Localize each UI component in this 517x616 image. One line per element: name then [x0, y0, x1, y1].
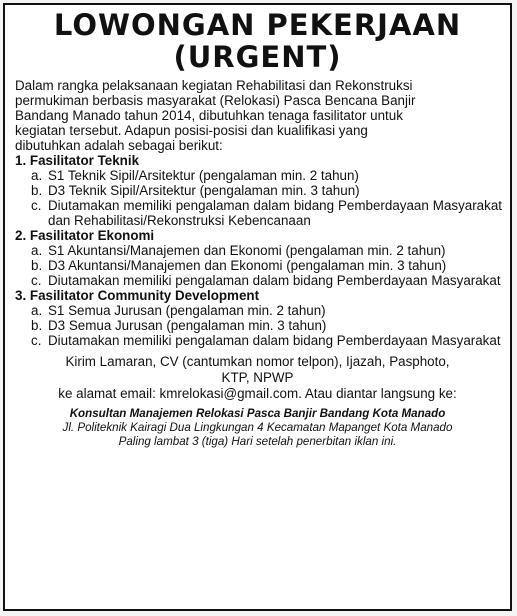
- item-label: c.: [31, 198, 42, 213]
- item-label: c.: [31, 273, 42, 288]
- section-heading: 2. Fasilitator Ekonomi: [15, 228, 155, 243]
- section-fasilitator-ekonomi: [15, 228, 502, 288]
- item-label: b.: [31, 318, 43, 333]
- street-address: Jl. Politeknik Kairagi Dua Lingkungan 4 Kecamatan Mapanget Kota Manado: [62, 421, 453, 434]
- item-text: D3 Akuntansi/Manajemen dan Ekonomi (pengalaman min. 3 tahun): [48, 258, 447, 273]
- list-item: [15, 243, 502, 258]
- intro-paragraph: [15, 78, 501, 153]
- item-text: Diutamakan memiliki pengalaman dalam bidang Pemberdayaan Masyarakat dan Rehabilitasi/Rekonstruksi Kebencanaan: [48, 198, 502, 228]
- item-text: S1 Teknik Sipil/Arsitektur (pengalaman min. 2 tahun): [48, 168, 359, 183]
- application-documents: Kirim Lamaran, CV (cantumkan nomor telpon), Ijazah, Pasphoto,: [65, 354, 450, 369]
- intro-line: kegiatan tersebut. Adapun posisi-posisi dan kualifikasi yang: [15, 123, 368, 138]
- list-item: [15, 168, 502, 183]
- intro-line: dibutuhkan adalah sebagai berikut:: [15, 138, 223, 153]
- section-heading: 1. Fasilitator Teknik: [15, 153, 140, 168]
- section-heading: 3. Fasilitator Community Development: [15, 288, 260, 303]
- deadline-note: Paling lambat 3 (tiga) Hari setelah penerbitan iklan ini.: [118, 435, 397, 448]
- ad-title: LOWONGAN PEKERJAAN: [53, 8, 462, 42]
- item-text: D3 Teknik Sipil/Arsitektur (pengalaman min. 3 tahun): [48, 183, 360, 198]
- intro-line: Bandang Manado tahun 2014, dibutuhkan tenaga fasilitator untuk: [15, 108, 403, 123]
- list-item: [15, 333, 502, 348]
- list-item: [15, 183, 502, 198]
- item-label: a.: [31, 168, 43, 183]
- email-instruction: ke alamat email: kmrelokasi@gmail.com. Atau diantar langsung ke:: [58, 386, 457, 401]
- item-label: a.: [31, 243, 43, 258]
- item-text: D3 Semua Jurusan (pengalaman min. 3 tahun): [48, 318, 327, 333]
- intro-line: Dalam rangka pelaksanaan kegiatan Rehabilitasi dan Rekonstruksi: [15, 78, 413, 93]
- list-item: [15, 258, 502, 273]
- section-fasilitator-community-development: [15, 288, 502, 348]
- ad-urgent-tag: (URGENT): [173, 40, 342, 74]
- list-item: [15, 273, 502, 288]
- section-fasilitator-teknik: [15, 153, 502, 228]
- item-label: b.: [31, 258, 43, 273]
- item-label: b.: [31, 183, 43, 198]
- item-text: S1 Akuntansi/Manajemen dan Ekonomi (pengalaman min. 2 tahun): [48, 243, 446, 258]
- item-text: Diutamakan memiliki pengalaman dalam bidang Pemberdayaan Masyarakat: [48, 333, 501, 348]
- list-item: [15, 198, 502, 228]
- item-text: S1 Semua Jurusan (pengalaman min. 2 tahun): [48, 303, 326, 318]
- list-item: [15, 318, 502, 333]
- job-ad-frame: [3, 3, 512, 611]
- application-documents-cont: KTP, NPWP: [221, 370, 294, 385]
- organization-name: Konsultan Manajemen Relokasi Pasca Banjir Bandang Kota Manado: [69, 407, 446, 420]
- item-text: Diutamakan memiliki pengalaman dalam bidang Pemberdayaan Masyarakat: [48, 273, 501, 288]
- item-label: a.: [31, 303, 43, 318]
- intro-line: permukiman berbasis masyarakat (Relokasi) Pasca Bencana Banjir: [15, 93, 416, 108]
- item-label: c.: [31, 333, 42, 348]
- list-item: [15, 303, 502, 318]
